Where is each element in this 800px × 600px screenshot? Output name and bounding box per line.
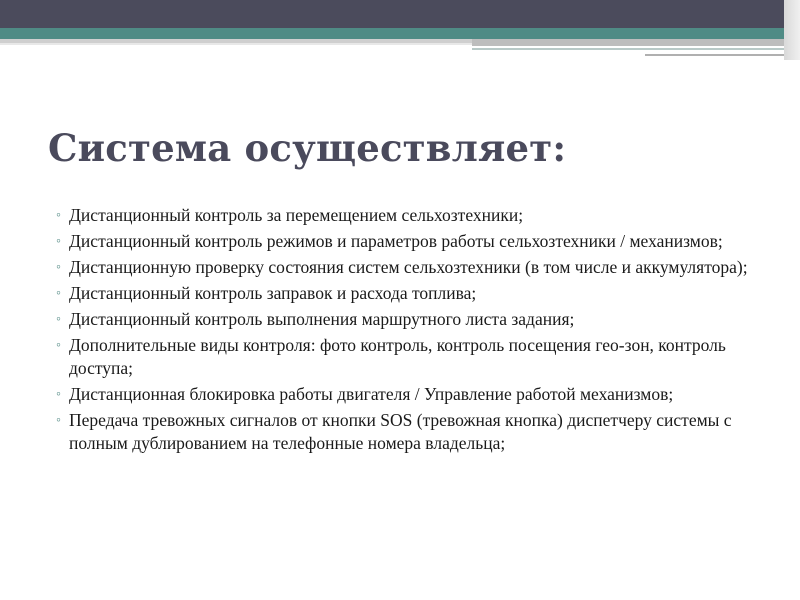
list-item-text: Дистанционную проверку состояния систем сельхозтехники (в том числе и аккумулятора); — [69, 257, 748, 277]
slide-title: Система осуществляет: — [48, 126, 567, 170]
header-accent-line — [472, 48, 784, 50]
bullet-icon: ◦ — [56, 260, 61, 275]
list-item-text: Дистанционный контроль выполнения маршрутного листа задания; — [69, 309, 575, 329]
list-item-text: Дистанционная блокировка работы двигателя / Управление работой механизмов; — [69, 384, 674, 404]
list-item — [56, 308, 756, 331]
header-side-strip — [784, 0, 800, 60]
header-teal-band — [0, 28, 800, 39]
list-item-text: Дистанционный контроль режимов и параметров работы сельхозтехники / механизмов; — [69, 231, 723, 251]
bullet-icon: ◦ — [56, 286, 61, 301]
list-item — [56, 383, 756, 406]
list-item-text: Передача тревожных сигналов от кнопки SOS (тревожная кнопка) диспетчеру системы с полным дублированием на телефонные номера владельца; — [69, 410, 732, 453]
list-item — [56, 334, 756, 380]
list-item-text: Дистанционный контроль заправок и расхода топлива; — [69, 283, 477, 303]
list-item — [56, 204, 756, 227]
bullet-icon: ◦ — [56, 312, 61, 327]
bullet-icon: ◦ — [56, 338, 61, 353]
list-item-text: Дополнительные виды контроля: фото контроль, контроль посещения гео-зон, контроль доступа; — [69, 335, 726, 378]
bullet-icon: ◦ — [56, 234, 61, 249]
bullet-list — [56, 204, 756, 458]
header-dark-band — [0, 0, 800, 28]
list-item — [56, 409, 756, 455]
header-accent-line-short — [645, 54, 785, 56]
list-item — [56, 230, 756, 253]
header-shadow — [0, 43, 472, 45]
list-item — [56, 256, 756, 279]
header-gray-band-right — [472, 39, 784, 46]
list-item-text: Дистанционный контроль за перемещением сельхозтехники; — [69, 205, 524, 225]
bullet-icon: ◦ — [56, 208, 61, 223]
list-item — [56, 282, 756, 305]
bullet-icon: ◦ — [56, 413, 61, 428]
bullet-icon: ◦ — [56, 387, 61, 402]
